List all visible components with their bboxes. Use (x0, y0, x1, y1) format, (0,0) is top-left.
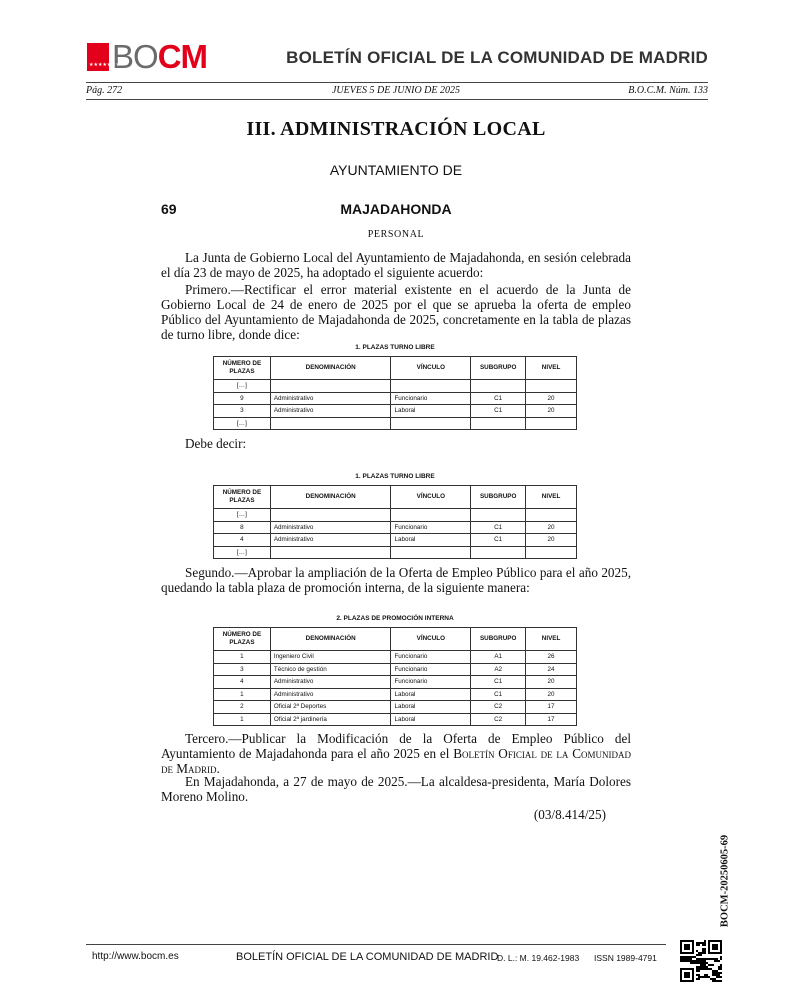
table-cell: Laboral (391, 688, 471, 701)
table-cell: Administrativo (270, 688, 391, 701)
table-cell: 20 (526, 405, 577, 418)
col-header: NÚMERO DE PLAZAS (214, 628, 271, 651)
paragraph-intro: La Junta de Gobierno Local del Ayuntamiento de Majadahonda, en sesión celebrada el día 23 de mayo de 2025, ha adoptado el siguiente acuerdo: (161, 250, 631, 280)
table-cell: Laboral (391, 701, 471, 714)
table-cell: Funcionario (391, 521, 471, 534)
table-cell: C1 (471, 392, 526, 405)
table-cell: 20 (526, 676, 577, 689)
table2-title: 1. PLAZAS TURNO LIBRE (355, 473, 435, 480)
table-header-row (214, 357, 577, 380)
table-cell (391, 546, 471, 559)
table-cell: 20 (526, 392, 577, 405)
table-cell: Funcionario (391, 651, 471, 664)
table-cell: 20 (526, 688, 577, 701)
table-cell: 26 (526, 651, 577, 664)
table-cell (270, 417, 391, 430)
table-cell: Funcionario (391, 663, 471, 676)
table-cell: […] (214, 417, 271, 430)
page-number: Pág. 272 (86, 85, 123, 96)
table-cell: 8 (214, 521, 271, 534)
bocm-logo (87, 38, 208, 75)
table-cell: 9 (214, 392, 271, 405)
table2 (213, 485, 577, 559)
table-row (214, 688, 577, 701)
table-cell (270, 546, 391, 559)
qr-code-icon[interactable] (680, 940, 722, 982)
table-cell: […] (214, 380, 271, 393)
col-header: NÚMERO DE PLAZAS (214, 357, 271, 380)
paragraph-tercero: Tercero.—Publicar la Modificación de la Oferta de Empleo Público del Ayuntamiento de Majadahonda para el año 2025 en el Boletín Oficial de la Comunidad de Madrid. (161, 731, 631, 776)
table-cell: 3 (214, 663, 271, 676)
paragraph-debe-decir: Debe decir: (185, 436, 247, 451)
col-header: NIVEL (526, 628, 577, 651)
table-cell: 2 (214, 701, 271, 714)
announcement-number: 69 (161, 201, 177, 217)
table-cell: C1 (471, 405, 526, 418)
logo-wordmark: BOCM (112, 38, 208, 75)
col-header: SUBGRUPO (471, 628, 526, 651)
table-row (214, 713, 577, 726)
col-header: SUBGRUPO (471, 357, 526, 380)
table-cell: Administrativo (270, 534, 391, 547)
reference-code: (03/8.414/25) (533, 807, 606, 822)
table-cell: Administrativo (270, 676, 391, 689)
madrid-flag-icon (87, 43, 121, 71)
issue-number: B.O.C.M. Núm. 133 (628, 85, 708, 96)
col-header: NÚMERO DE PLAZAS (214, 486, 271, 509)
table-cell: C2 (471, 713, 526, 726)
table-cell (270, 380, 391, 393)
table-cell: Laboral (391, 713, 471, 726)
table-cell (526, 509, 577, 522)
footer-url-link[interactable]: http://www.bocm.es (92, 951, 179, 962)
table-cell: 4 (214, 534, 271, 547)
header-divider-bottom (86, 99, 708, 100)
paragraph-segundo: Segundo.—Aprobar la ampliación de la Oferta de Empleo Público para el año 2025, quedando la tabla plaza de promoción interna, de la siguiente manera: (161, 565, 631, 595)
table-cell: C1 (471, 676, 526, 689)
table-cell: Administrativo (270, 392, 391, 405)
table-cell: 17 (526, 713, 577, 726)
table-row (214, 701, 577, 714)
table-cell: C1 (471, 534, 526, 547)
table-cell (526, 546, 577, 559)
table-cell (471, 509, 526, 522)
table-row (214, 676, 577, 689)
table-row (214, 392, 577, 405)
paragraph-signature: En Majadahonda, a 27 de mayo de 2025.—La alcaldesa-presidenta, María Dolores Moreno Molino. (161, 774, 631, 804)
table-cell (471, 380, 526, 393)
table-header-row (214, 628, 577, 651)
table-cell (270, 509, 391, 522)
footer-divider (86, 944, 666, 945)
table3 (213, 627, 577, 726)
col-header: VÍNCULO (391, 357, 471, 380)
municipality-name: MAJADAHONDA (340, 201, 452, 217)
table-cell: Funcionario (391, 676, 471, 689)
subject-heading: PERSONAL (367, 229, 425, 240)
table-cell: 4 (214, 676, 271, 689)
footer-issn: ISSN 1989-4791 (594, 953, 657, 963)
table-cell: 1 (214, 651, 271, 664)
table-cell (526, 417, 577, 430)
table-cell: Administrativo (270, 521, 391, 534)
col-header: SUBGRUPO (471, 486, 526, 509)
table-row (214, 380, 577, 393)
table-cell: Administrativo (270, 405, 391, 418)
table-cell (526, 380, 577, 393)
table-cell: 17 (526, 701, 577, 714)
col-header: VÍNCULO (391, 486, 471, 509)
table-cell (391, 380, 471, 393)
paragraph-primero: Primero.—Rectificar el error material existente en el acuerdo de la Junta de Gobierno Local de 24 de enero de 2025 por el que se aprueba la oferta de empleo Público del Ayuntamiento de Majadahonda de 2025, concretamente en la tabla de plazas de turno libre, donde dice: (161, 282, 631, 342)
table-cell: […] (214, 509, 271, 522)
table-row (214, 405, 577, 418)
table-cell: A1 (471, 651, 526, 664)
col-header: DENOMINACIÓN (270, 628, 391, 651)
masthead-title: BOLETÍN OFICIAL DE LA COMUNIDAD DE MADRID (286, 48, 708, 67)
table-row (214, 521, 577, 534)
col-header: DENOMINACIÓN (270, 486, 391, 509)
col-header: NIVEL (526, 357, 577, 380)
logo-stars: ★★★★★★★ (89, 62, 121, 68)
table-row (214, 509, 577, 522)
section-title: III. ADMINISTRACIÓN LOCAL (246, 118, 546, 140)
table-cell: Técnico de gestión (270, 663, 391, 676)
table-cell: 1 (214, 713, 271, 726)
table-cell: 20 (526, 534, 577, 547)
table-cell: C1 (471, 688, 526, 701)
table-row (214, 651, 577, 664)
footer-title: BOLETÍN OFICIAL DE LA COMUNIDAD DE MADRID (236, 951, 499, 963)
col-header: DENOMINACIÓN (270, 357, 391, 380)
table-cell: Oficial 2ª jardinería (270, 713, 391, 726)
table1 (213, 356, 577, 430)
table-cell (471, 546, 526, 559)
vertical-document-code: BOCM-20250605-69 (719, 834, 731, 928)
table-cell: 20 (526, 521, 577, 534)
table-cell: A2 (471, 663, 526, 676)
table-cell: Oficial 2ª Deportes (270, 701, 391, 714)
table-cell: Laboral (391, 405, 471, 418)
table-cell (471, 417, 526, 430)
table-cell (391, 509, 471, 522)
table3-title: 2. PLAZAS DE PROMOCIÓN INTERNA (336, 615, 454, 622)
table-row (214, 534, 577, 547)
col-header: NIVEL (526, 486, 577, 509)
table-cell: 3 (214, 405, 271, 418)
table-cell: Laboral (391, 534, 471, 547)
table-cell: Ingeniero Civil (270, 651, 391, 664)
table-row (214, 663, 577, 676)
col-header: VÍNCULO (391, 628, 471, 651)
table-header-row (214, 486, 577, 509)
table-cell: Funcionario (391, 392, 471, 405)
issue-date: JUEVES 5 DE JUNIO DE 2025 (331, 85, 461, 96)
table-row (214, 417, 577, 430)
table1-title: 1. PLAZAS TURNO LIBRE (355, 344, 435, 351)
footer-legal-deposit: D. L.: M. 19.462-1983 (497, 953, 580, 963)
header-divider (86, 82, 708, 83)
table-row (214, 546, 577, 559)
table-cell: C1 (471, 521, 526, 534)
ayuntamiento-label: AYUNTAMIENTO DE (329, 162, 463, 178)
table-cell: […] (214, 546, 271, 559)
table-cell: 1 (214, 688, 271, 701)
table-cell: C2 (471, 701, 526, 714)
table-cell (391, 417, 471, 430)
boletin-name: Boletín Oficial de la Comunidad de Madrid (161, 746, 631, 776)
table-cell: 24 (526, 663, 577, 676)
